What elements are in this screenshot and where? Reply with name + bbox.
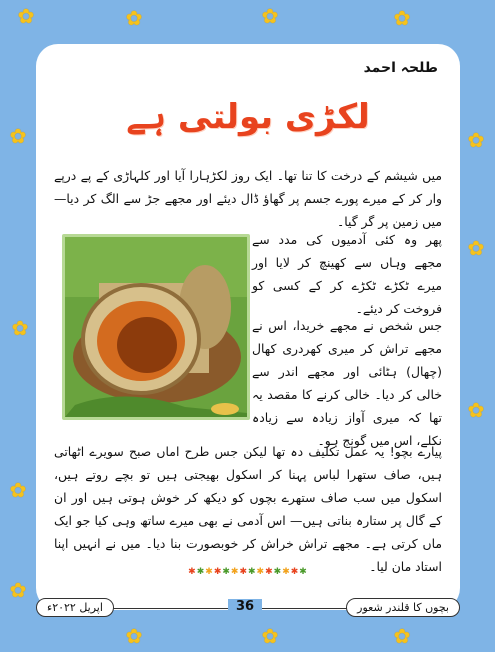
flower-icon: ✿ [467, 128, 485, 152]
flower-icon: ✿ [467, 236, 485, 260]
flower-icon: ✿ [17, 4, 35, 28]
flower-icon: ✿ [125, 6, 143, 30]
page-footer [36, 596, 460, 620]
flower-icon: ✿ [9, 124, 27, 148]
flower-icon: ✿ [11, 316, 29, 340]
issue-date: اپریل ۲۰۲۲ء [36, 598, 114, 617]
decorative-stars: ✱✱✱✱✱✱✱✱✱✱✱✱✱✱ [188, 567, 308, 577]
article-title: لکڑی بولتی ہے [126, 97, 370, 137]
flower-icon: ✿ [9, 478, 27, 502]
page-number: 36 [228, 599, 262, 614]
flower-icon: ✿ [261, 624, 279, 648]
paragraph-4: پیارے بچو! یہ عمل تکلیف دہ تھا لیکن جس طرح اماں صبح سویرے اٹھاتی ہیں، صاف ستھرا لباس پہنا کر اسکول بھیجتی ہیں تو بچے روتے ہیں، اسکول میں سب صاف ستھرے بچوں کو دیکھ کر خوش ہوتی ہیں اور ان کے گال پر ستارہ بناتی ہیں— اس آدمی نے بھی میرے ساتھ وہی کیا جو ایک ماں کرتی ہے۔ مجھے تراش خراش کر خوبصورت بنا دیا۔ میں نے انہیں اپنا استاد مان لیا۔ [54, 444, 442, 574]
flower-icon: ✿ [393, 624, 411, 648]
paragraph-1: میں شیشم کے درخت کا تنا تھا۔ ایک روز لکڑہارا آیا اور کلہاڑی کے پے درپے وار کر کے میرے پورے جسم پر گھاؤ ڈال دیئے اور مجھے جڑ سے الگ کر دیا— میں زمین پر گر گیا۔ [54, 168, 442, 229]
magazine-name: بچوں کا قلندر شعور [346, 598, 460, 617]
flower-icon: ✿ [393, 6, 411, 30]
flower-icon: ✿ [467, 398, 485, 422]
article-page [36, 44, 460, 610]
flower-icon: ✿ [125, 624, 143, 648]
wooden-log-photo [62, 234, 250, 420]
flower-icon: ✿ [261, 4, 279, 28]
flower-icon: ✿ [9, 578, 27, 602]
paragraph-2: پھر وہ کئی آدمیوں کی مدد سے مجھے وہاں سے کھینچ کر لایا اور میرے ٹکڑے ٹکڑے کر کے کسی کو فروخت کر دیئے۔ [252, 232, 442, 316]
author-name: طلحہ احمد [363, 60, 438, 76]
paragraph-3: جس شخص نے مجھے خریدا، اس نے مجھے تراش کر میری کھردری کھال (چھال) ہٹائی اور مجھے اندر سے خالی کر دیا۔ خالی کرنے کا مقصد یہ تھا کہ میری آواز زیادہ سے زیادہ نکلے، اس میں گونج ہو۔ [252, 318, 442, 448]
